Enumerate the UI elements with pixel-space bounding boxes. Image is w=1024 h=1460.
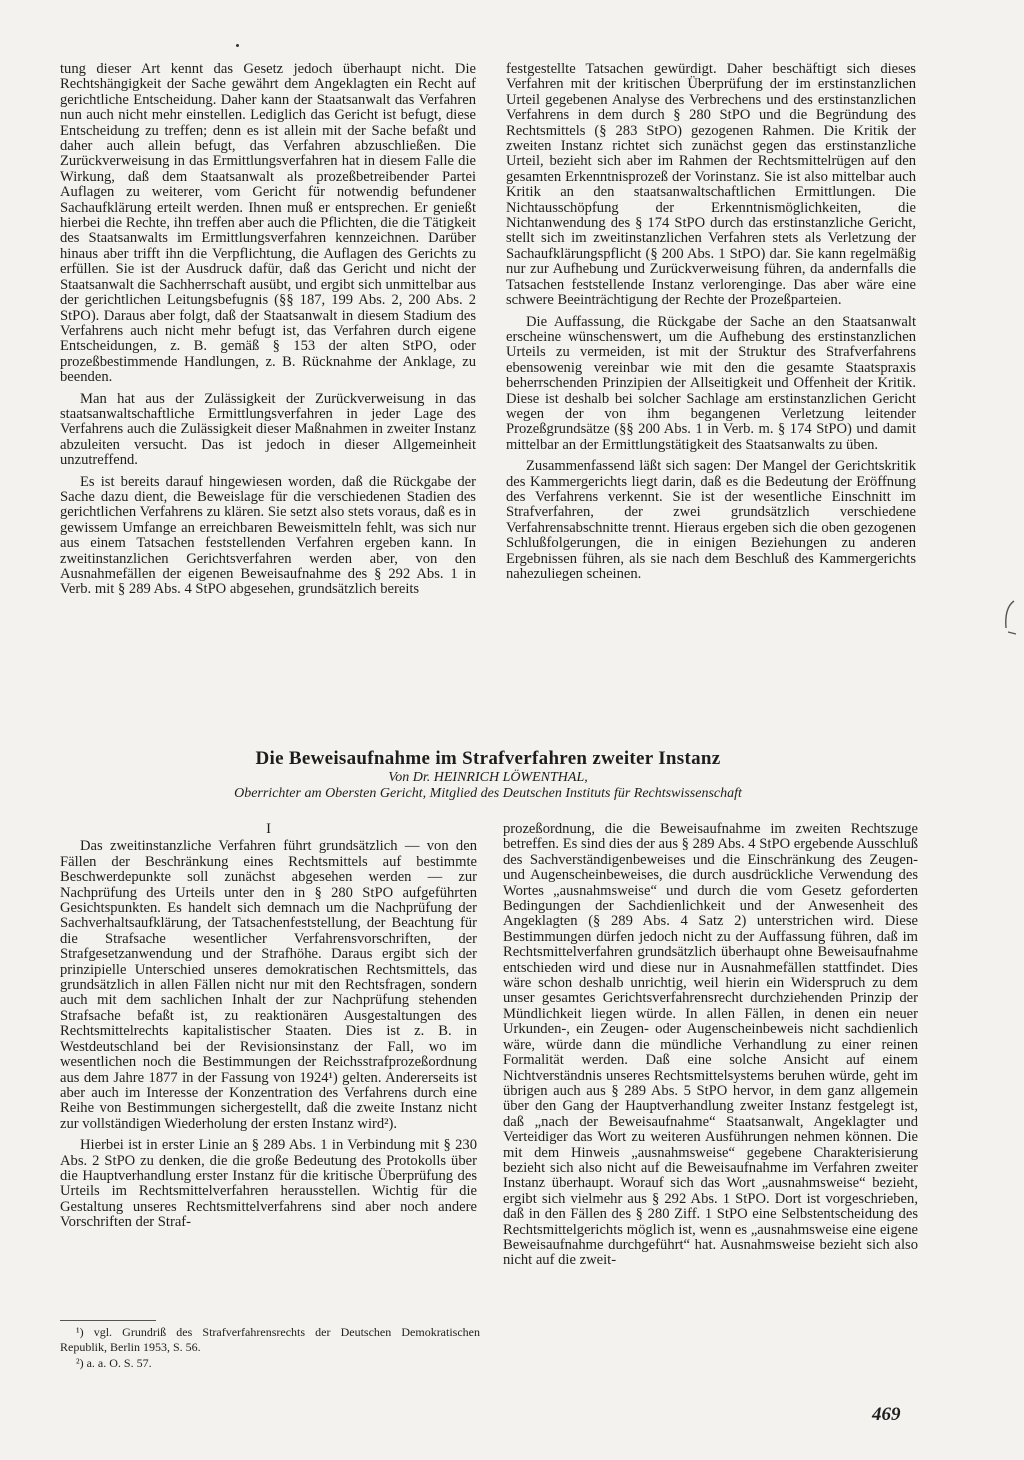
author-affiliation: Oberrichter am Obersten Gericht, Mitglied des Deutschen Instituts für Rechtswissenschaft bbox=[234, 786, 742, 801]
section-number: I bbox=[266, 821, 271, 837]
top-right-column bbox=[506, 62, 916, 588]
paragraph: prozeßordnung, die die Beweisaufnahme im zweiten Rechtszuge betreffen. Es sind dies der aus § 289 Abs. 4 StPO ergebende Ausschluß des Sachverständigenbeweises und die Einschränkung des Zeugen- und Augenscheinbeweises, die durch ausdrückliche Verwendung des Wortes „ausnahmsweise“ und durch die vom Gesetz geforderten Bedingungen der Sachdienlichkeit und der Anwesenheit des Angeklagten (§ 289 Abs. 4 Satz 2) unterstrichen wird. Diese Bestimmungen dürfen jedoch nicht zu der Auffassung führen, daß im Rechtsmittelverfahren grundsätzlich überhaupt ohne Beweisaufnahme entschieden wird und diese nur in Ausnahmefällen stattfindet. Dies wäre schon deshalb unrichtig, weil hierin ein Widerspruch zu dem unser gesamtes Gerichtsverfahrensrecht durchziehenden Prinzip der Mündlichkeit liegen würde. In allen Fällen, in denen ein neuer Urkunden-, ein Zeugen- oder Augenscheinbeweis nicht sachdienlich wäre, würde dann die mündliche Verhandlung zu einer reinen Formalität werden. Daß eine solche Ansicht auf einem Nichtverständnis unseres Rechtsmittelsystems beruhen würde, geht im übrigen auch aus § 289 Abs. 5 StPO hervor, in dem ganz allgemein über den Gang der Hauptverhandlung zweiter Instanz festgelegt ist, daß „nach der Beweisaufnahme“ Staatsanwalt, Angeklagter und Verteidiger das Wort zu weiteren Ausführungen nehmen können. Die mit dem Hinweis „ausnahmsweise“ gegebene Charakterisierung bezieht sich also nicht auf die Beweisaufnahme im Verfahren zweiter Instanz überhaupt. Worauf sich das Wort „ausnahmsweise“ bezieht, ergibt sich vielmehr aus § 292 Abs. 1 StPO. Dort ist vorgeschrieben, daß in den Fällen des § 280 Ziff. 1 StPO eine Selbstentscheidung des Rechtsmittelgerichts möglich ist, wenn es „ausnahmsweise eine eigene Beweisaufnahme durchgeführt“ hat. Ausnahmsweise bezieht sich also nicht auf die zweit- bbox=[503, 821, 918, 1269]
article-byline: Von Dr. HEINRICH LÖWENTHAL, bbox=[388, 770, 588, 785]
paragraph: Hierbei ist in erster Linie an § 289 Abs. 1 in Verbindung mit § 230 Abs. 2 StPO zu denken, die die große Bedeutung des Protokolls über die Hauptverhandlung erster Instanz für die kritische Überprüfung des Urteils im Rechtsmittelverfahren herausstellen. Wichtig für die Gestaltung unseres Rechtsmittelverfahrens sind aber noch andere Vorschriften der Straf- bbox=[60, 1137, 477, 1231]
paragraph: Man hat aus der Zulässigkeit der Zurückverweisung in das staatsanwaltschaftliche Ermittlungsverfahren in jeder Lage des Verfahrens auch die Zulässigkeit dieser Maßnahmen in zweiter Instanz abzuleiten versucht. Das ist jedoch in dieser Allgemeinheit unzutreffend. bbox=[60, 390, 476, 469]
footnotes bbox=[60, 1320, 480, 1373]
footnote: ²) a. a. O. S. 57. bbox=[76, 1356, 152, 1370]
top-left-column bbox=[60, 62, 476, 604]
bottom-left-column bbox=[60, 822, 477, 1237]
paragraph: tung dieser Art kennt das Gesetz jedoch überhaupt nicht. Die Rechtshängigkeit der Sache gewährt dem Angeklagten ein Recht auf gerichtliche Entscheidung. Daher kann der Staatsanwalt das Verfahren nun auch nicht mehr einstellen. Lediglich das Gericht ist befugt, diese Entscheidung zu treffen; denn es ist allein mit der Sache befaßt und daher auch allein befugt, das Verfahren abzuschließen. Die Zurückverweisung in das Ermittlungsverfahren hat in diesem Falle die Wirkung, daß dem Staatsanwalt als prozeßbetreibender Partei Auflagen zu weiterer, vom Gericht für notwendig befundener Sachaufklärung erteilt werden. Ihnen muß er entsprechen. Er genießt hierbei die Rechte, ihn treffen aber auch die Pflichten, die die Tätigkeit des Staatsanwalts im Ermittlungsverfahren kennzeichnen. Darüber hinaus aber trifft ihn die Verpflichtung, die Auflagen des Gerichts zu erfüllen. Sie ist der Ausdruck dafür, daß das Gericht und nicht der Staatsanwalt die Sachherrschaft ausübt, und ergibt sich unmittelbar aus der gerichtlichen Leitungsbefugnis (§§ 187, 199 Abs. 2, 200 Abs. 2 StPO). Daraus aber folgt, daß der Staatsanwalt in diesem Stadium des Verfahrens auch nicht mehr befugt ist, das Verfahren durch eigene Entscheidungen, z. B. gemäß § 153 der alten StPO, oder prozeßbestimmende Handlungen, z. B. Rücknahme der Anklage, zu beenden. bbox=[60, 61, 476, 386]
page-number: 469 bbox=[872, 1404, 901, 1425]
paragraph: Zusammenfassend läßt sich sagen: Der Mangel der Gerichtskritik des Kammergerichts liegt darin, daß es die Bedeutung der Eröffnung des Verfahrens verkennt. Sie ist der wesentliche Einschnitt im Strafverfahren, der zwei grundsätzlich verschiedene Verfahrensabschnitte trennt. Hieraus ergeben sich die oben gezogenen Schlußfolgerungen, die in einigen Beziehungen zu anderen Ergebnissen führen, als sie nach dem Beschluß des Kammergerichts nahezuliegen scheinen. bbox=[506, 458, 916, 582]
bottom-right-column bbox=[503, 822, 918, 1275]
article-header bbox=[60, 748, 916, 802]
paragraph: Es ist bereits darauf hingewiesen worden, daß die Rückgabe der Sache dazu dient, die Beweislage für die verschiedenen Stadien des gerichtlichen Verfahrens zu klären. Sie setzt also stets voraus, daß es in gewissem Umfange an erreichbaren Beweismitteln fehlt, was sich nur aus einem Tatsachen feststellenden Verfahren ergeben kann. In zweitinstanzlichen Gerichtsverfahren werden aber, von den Ausnahmefällen der eigenen Beweisaufnahme des § 292 Abs. 1 in Verb. mit § 289 Abs. 4 StPO abgesehen, grundsätzlich bereits bbox=[60, 473, 476, 598]
page-dot-mark bbox=[236, 44, 239, 47]
paragraph: festgestellte Tatsachen gewürdigt. Daher beschäftigt sich dieses Verfahren mit der kritischen Überprüfung der im erstinstanzlichen Urteil gegebenen Analyse des Verbrechens und des erstinstanzlichen Verfahrens in dem durch § 280 StPO und die Begründung des Rechtsmittels (§ 283 StPO) gezogenen Rahmen. Die Kritik der zweiten Instanz richtet sich zunächst gegen das erstinstanzliche Urteil, bezieht sich aber im Rahmen der Rechtsmittelrügen auf den gesamten Erkenntnisprozeß der Vorinstanz. Sie ist also mittelbar auch Kritik an den staatsanwaltschaftlichen Ermittlungen. Die Nichtausschöpfung der Erkenntnismöglichkeiten, die Nichtanwendung des § 174 StPO durch das erstinstanzliche Gericht, stellt sich im zweitinstanzlichen Verfahren stets als Verletzung der Sachaufklärungspflicht (§ 200 Abs. 1 StPO) dar. Sie kann regelmäßig nur zur Aufhebung und Zurückverweisung führen, da andernfalls die Tatsachen feststellende Instanz verlorenginge. Das aber wäre eine schwere Beeinträchtigung der Rechte der Prozeßparteien. bbox=[506, 61, 916, 309]
footnote: ¹) vgl. Grundriß des Strafverfahrensrechts der Deutschen Demokratischen Republik, Berlin 1953, S. 56. bbox=[60, 1325, 480, 1354]
paragraph: Die Auffassung, die Rückgabe der Sache an den Staatsanwalt erscheine wünschenswert, um die Aufhebung des erstinstanzlichen Urteils zu vermeiden, ist mit der Struktur des Strafverfahrens ebensowenig vereinbar wie mit den die gesamte Staatspraxis beherrschenden Prinzipien der Allseitigkeit und Offenheit der Kritik. Diese ist deshalb bei solcher Sachlage am erstinstanzlichen Gericht wegen der von ihm begangenen Verletzung leitender Prozeßgrundsätze (§§ 200 Abs. 1 in Verb. m. § 174 StPO) und damit mittelbar an der Ermittlungstätigkeit des Staatsanwalts zu üben. bbox=[506, 313, 916, 453]
article-title: Die Beweisaufnahme im Strafverfahren zweiter Instanz bbox=[255, 748, 721, 769]
paragraph: Das zweitinstanzliche Verfahren führt grundsätzlich — von den Fällen der Beschränkung eines Rechtsmittels auf bestimmte Beschwerdepunkte soll zunächst abgesehen werden — zur Nachprüfung des Urteils unter den in § 280 StPO aufgeführten Gesichtspunkten. Es handelt sich demnach um die Nachprüfung der Sachverhaltsaufklärung, der Tatsachenfeststellung, der Beachtung für die Strafsache wesentlicher Verfahrensvorschriften, der Strafgesetzanwendung und der Strafhöhe. Daraus ergibt sich der prinzipielle Unterschied unseres demokratischen Rechtsmittels, das grundsätzlich in allen Fällen nicht nur mit den Rechtsfragen, sondern auch mit dem sachlichen Inhalt der zur Nachprüfung stehenden Strafsache befaßt ist, zu reaktionären Ausgestaltungen des Rechtsmittelrechts kapitalistischer Staaten. Dies ist z. B. in Westdeutschland bei der Revisionsinstanz der Fall, wo im wesentlichen noch die Bestimmungen der Reichsstrafprozeßordnung aus dem Jahre 1877 in der Fassung von 1924¹) gelten. Andererseits ist aber auch im Interesse der Konzentration des Verfahrens durch eine Reihe von Bestimmungen sichergestellt, daß die zweite Instanz nicht zur vollständigen Wiederholung der ersten Instanz wird²). bbox=[60, 838, 477, 1132]
footnote-divider bbox=[60, 1320, 156, 1321]
margin-pencil-mark bbox=[998, 598, 1022, 638]
